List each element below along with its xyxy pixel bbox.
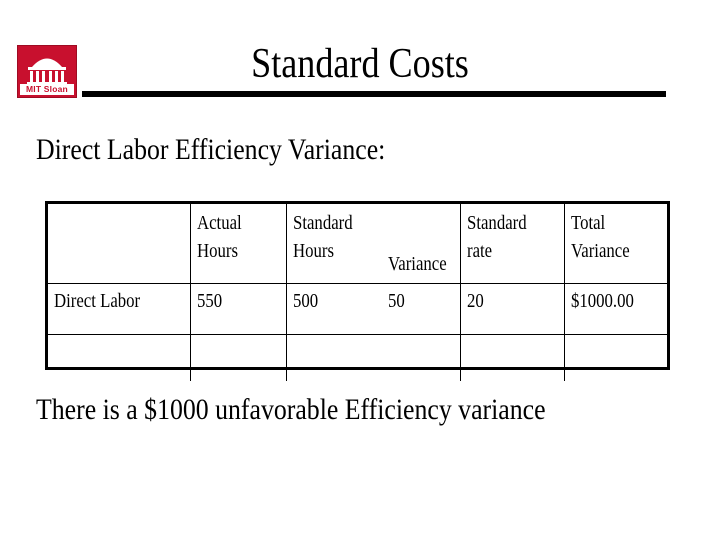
mit-sloan-logo [17,45,77,98]
header-variance: Variance [382,204,460,284]
empty-cell [460,335,564,382]
slide-subtitle: Direct Labor Efficiency Variance: [36,133,386,166]
empty-cell [190,335,286,382]
logo-wordmark: MIT Sloan [20,84,74,95]
header-cell-empty [48,204,190,284]
empty-cell [286,335,382,382]
conclusion-text: There is a $1000 unfavorable Efficiency variance [36,393,546,426]
slide-title: Standard Costs [251,41,469,87]
header-standard-hours: Standard Hours [286,204,382,284]
table-row-direct-labor [48,284,667,335]
header-standard-rate: Standard rate [460,204,564,284]
cell-variance: 50 [382,284,460,335]
empty-cell [564,335,667,382]
table-row-empty [48,335,667,382]
header-actual-hours: Actual Hours [190,204,286,284]
table-header-row [48,204,667,284]
empty-cell [382,335,460,382]
title-underline [82,91,666,97]
row-label: Direct Labor [48,284,190,335]
variance-table [48,204,667,381]
cell-standard-rate: 20 [460,284,564,335]
empty-cell [48,335,190,382]
cell-actual-hours: 550 [190,284,286,335]
cell-total-variance: $1000.00 [564,284,667,335]
cell-standard-hours: 500 [286,284,382,335]
variance-table-frame [45,201,670,370]
header-total-variance: Total Variance [564,204,667,284]
